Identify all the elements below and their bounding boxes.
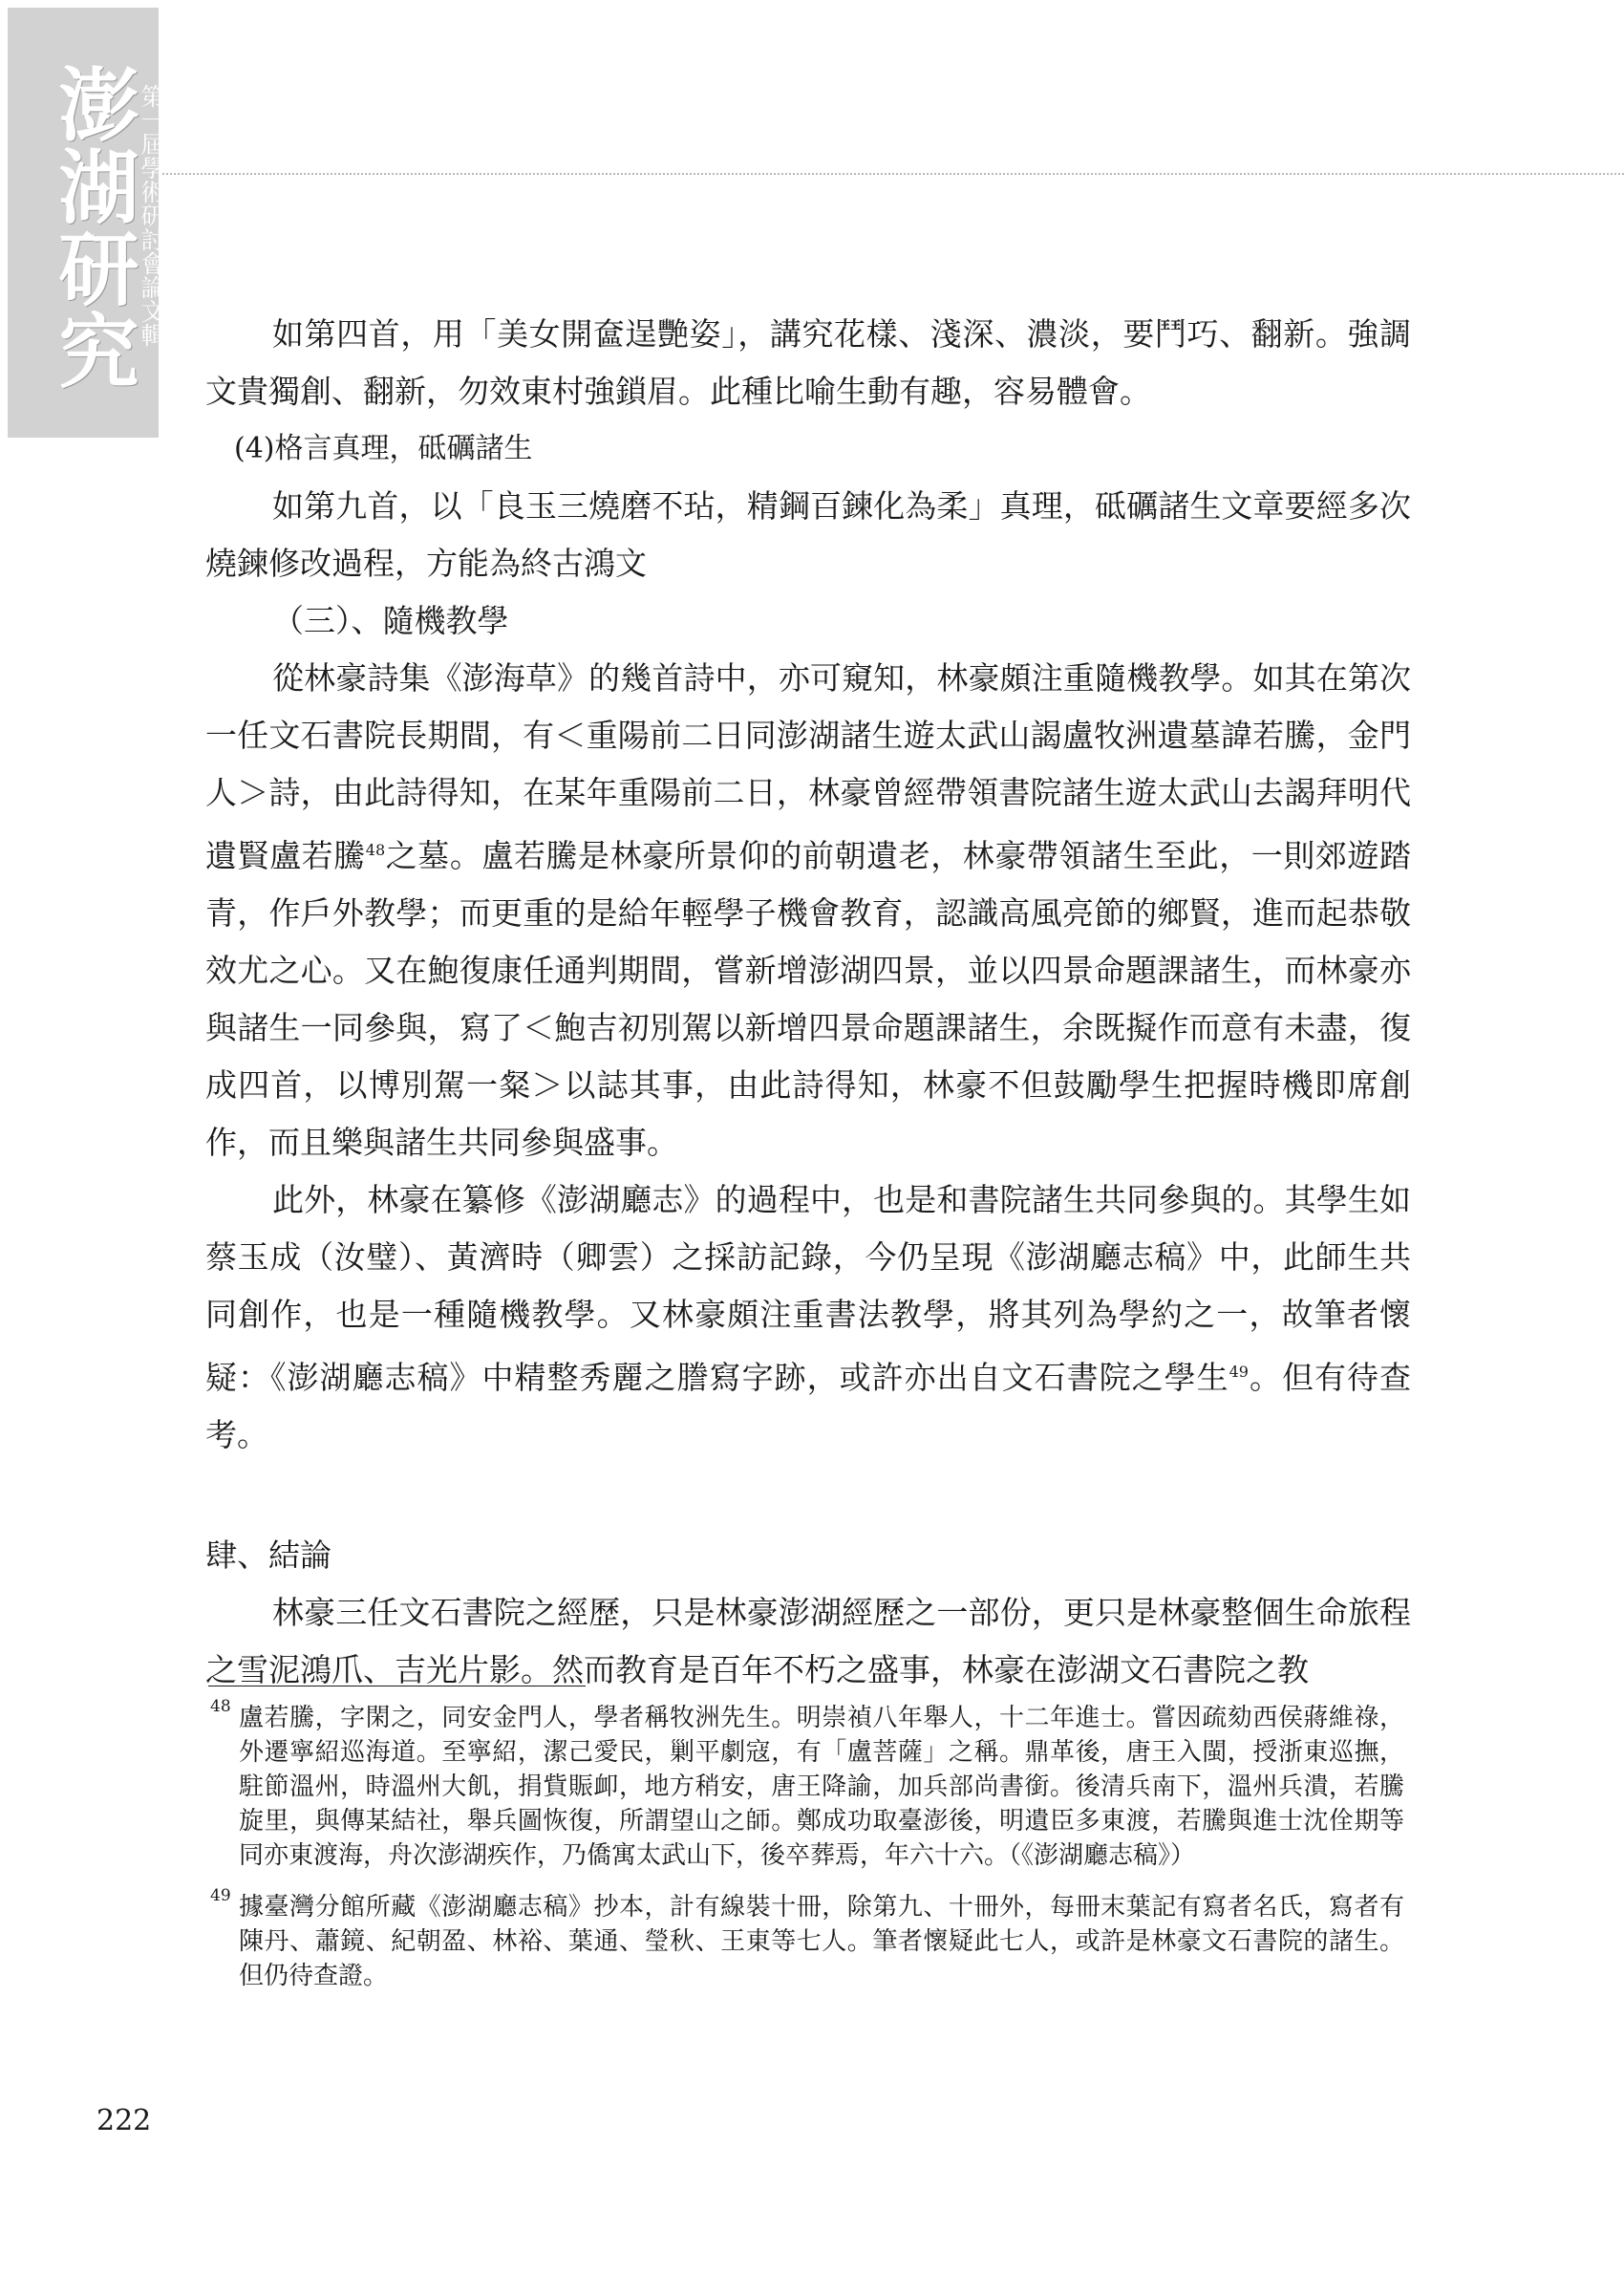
- paragraph-ninth-poem: 如第九首，以「良玉三燒磨不玷，精鋼百鍊化為柔」真理，砥礪諸生文章要經多次燒鍊修改過程，方能為終古鴻文: [205, 487, 1411, 582]
- paragraph-conclusion: 林豪三任文石書院之經歷，只是林豪澎湖經歷之一部份，更只是林豪整個生命旅程之雪泥鴻爪、吉光片影。然而教育是百年不朽之盛事，林豪在澎湖文石書院之教: [205, 1594, 1411, 1688]
- paragraph-gazetteer: [205, 1171, 1411, 1464]
- main-body: [205, 306, 1411, 1699]
- paragraph-text: 之墓。盧若騰是林豪所景仰的前朝遺老，林豪帶領諸生至此，一則郊遊踏青，作戶外教學；而更重的是給年輕學子機會教育，認識高風亮節的鄉賢，進而起恭敬效尤之心。又在鮑復康任通判期間，嘗新增澎湖四景，並以四景命題課諸生，而林豪亦與諸生一同參與，寫了＜鮑吉初別駕以新增四景命題課諸生，余既擬作而意有未盡，復成四首，以博別駕一粲＞以誌其事，由此詩得知，林豪不但鼓勵學生把握時機即席創作，而且樂與諸生共同參與盛事。: [205, 837, 1412, 1161]
- footnotes: [210, 1697, 1404, 2010]
- footnote-number: 49: [210, 1886, 231, 1905]
- chapter-heading-conclusion: 肆、結論: [205, 1536, 331, 1574]
- footnote-number: 48: [210, 1697, 231, 1716]
- footnote-ref-49[interactable]: 49: [1229, 1363, 1249, 1381]
- footnote-49: [210, 1886, 1404, 1993]
- paragraph-text: 從林豪詩集《澎海草》的幾首詩中，亦可窺知，林豪頗注重隨機教學。如其在第次一任文石書院長期間，有＜重陽前二日同澎湖諸生遊太武山謁盧牧洲遺墓諱若騰，金門人＞詩，由此詩得知，在某年重陽前二日，林豪曾經帶領書院諸生遊太武山去謁拜明代遺賢盧若騰: [205, 659, 1411, 874]
- paragraph-text: 。但有待查考。: [205, 1359, 1412, 1453]
- paragraph-text: 此外，林豪在纂修《澎湖廳志》的過程中，也是和書院諸生共同參與的。其學生如蔡玉成（汝璧）、黃濟時（卿雲）之採訪記錄，今仍呈現《澎湖廳志稿》中，此師生共同創作，也是一種隨機教學。又林豪頗注重書法教學，將其列為學約之一，故筆者懷疑：《澎湖廳志稿》中精整秀麗之謄寫字跡，或許亦出自文石書院之學生: [205, 1181, 1411, 1396]
- series-title: 澎湖研究: [46, 63, 140, 392]
- footnote-48: [210, 1697, 1404, 1873]
- footnote-ref-48[interactable]: 48: [365, 841, 386, 859]
- series-subtitle: 第一屆學術研討會論文輯: [138, 84, 165, 347]
- paragraph-fourth-poem: 如第四首，用「美女開奩逞艷姿」，講究花樣、淺深、濃淡，要鬥巧、翻新。強調文貴獨創、翻新，勿效東村強鎖眉。此種比喻生動有趣，容易體會。: [205, 315, 1411, 410]
- footnote-text: 盧若騰，字閑之，同安金門人，學者稱牧洲先生。明崇禎八年舉人，十二年進士。嘗因疏劾西侯蔣維祿，外遷寧紹巡海道。至寧紹，潔己愛民，剿平劇寇，有「盧菩薩」之稱。鼎革後，唐王入閩，授浙東巡撫，駐節溫州，時溫州大飢，捐貲賑卹，地方稍安，唐王降諭，加兵部尚書銜。後清兵南下，溫州兵潰，若騰旋里，與傳某結社，舉兵圖恢復，所謂望山之師。鄭成功取臺澎後，明遺臣多東渡，若騰與進士沈佺期等同亦東渡海，舟次澎湖疾作，乃僑寓太武山下，後卒葬焉，年六十六。（《澎湖廳志稿》）: [239, 1704, 1404, 1870]
- header-dotted-rule: [162, 173, 1624, 175]
- paragraph-penghai-cao: [205, 650, 1411, 1171]
- series-header-block: [8, 8, 165, 438]
- page-number: 222: [96, 2104, 152, 2137]
- subheading-maxim: (4)格言真理，砥礪諸生: [234, 432, 533, 465]
- section-heading-random-teaching: （三）、隨機教學: [272, 602, 509, 639]
- footnote-text: 據臺灣分館所藏《澎湖廳志稿》抄本，計有線裝十冊，除第九、十冊外，每冊末葉記有寫者名氏，寫者有陳丹、蕭鏡、紀朝盈、林裕、葉通、瑩秋、王東等七人。筆者懷疑此七人，或許是林豪文石書院的諸生。但仍待查證。: [239, 1893, 1404, 1990]
